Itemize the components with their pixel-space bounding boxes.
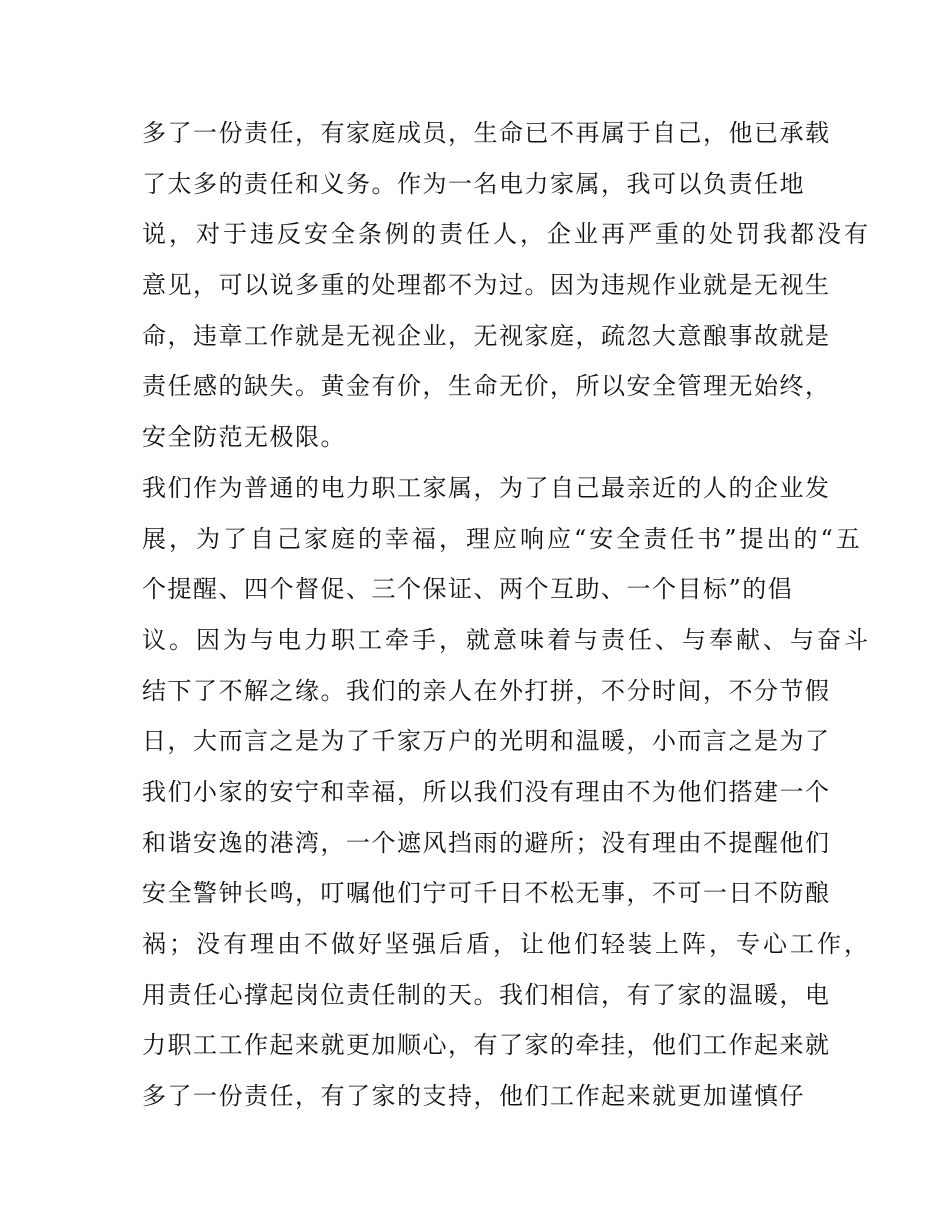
text-line: 多了一份责任，有家庭成员，生命已不再属于自己，他已承载 — [142, 119, 831, 147]
text-line: 安全警钟长鸣，叮嘱他们宁可千日不松无事，不可一日不防酿 — [142, 879, 831, 908]
text-line: 个提醒、四个督促、三个保证、两个互助、一个目标”的倡 — [142, 575, 794, 604]
text-line: 祸；没有理由不做好坚强后盾，让他们轻装上阵，专心工作， — [142, 930, 871, 958]
text-line: 意见，可以说多重的处理都不为过。因为违规作业就是无视生 — [142, 271, 831, 300]
text-line: 多了一份责任，有了家的支持，他们工作起来就更加谨慎仔 — [142, 1082, 805, 1111]
text-line: 我们小家的安宁和幸福，所以我们没有理由不为他们搭建一个 — [142, 777, 831, 806]
text-line: 结下了不解之缘。我们的亲人在外打拼，不分时间，不分节假 — [142, 676, 831, 705]
text-line: 我们作为普通的电力职工家属，为了自己最亲近的人的企业发 — [142, 473, 831, 502]
text-line: 力职工工作起来就更加顺心，有了家的牵挂，他们工作起来就 — [142, 1031, 831, 1060]
text-line: 命，违章工作就是无视企业，无视家庭，疏忽大意酿事故就是 — [142, 321, 831, 350]
body-text — [142, 108, 871, 1122]
text-line: 说，对于违反安全条例的责任人，企业再严重的处罚我都没有 — [142, 220, 871, 249]
text-line: 议。因为与电力职工牵手，就意味着与责任、与奉献、与奋斗 — [142, 625, 871, 654]
text-line: 责任感的缺失。黄金有价，生命无价，所以安全管理无始终， — [142, 372, 831, 401]
text-line: 日，大而言之是为了千家万户的光明和温暖，小而言之是为了 — [142, 727, 831, 756]
text-line: 和谐安逸的港湾，一个遮风挡雨的避所；没有理由不提醒他们 — [142, 828, 831, 857]
text-line: 了太多的责任和义务。作为一名电力家属，我可以负责任地 — [142, 169, 805, 198]
text-line: 用责任心撑起岗位责任制的天。我们相信，有了家的温暖，电 — [142, 980, 831, 1009]
text-line: 展，为了自己家庭的幸福，理应响应“安全责任书”提出的“五 — [142, 524, 863, 553]
text-line: 安全防范无极限。 — [142, 423, 346, 452]
